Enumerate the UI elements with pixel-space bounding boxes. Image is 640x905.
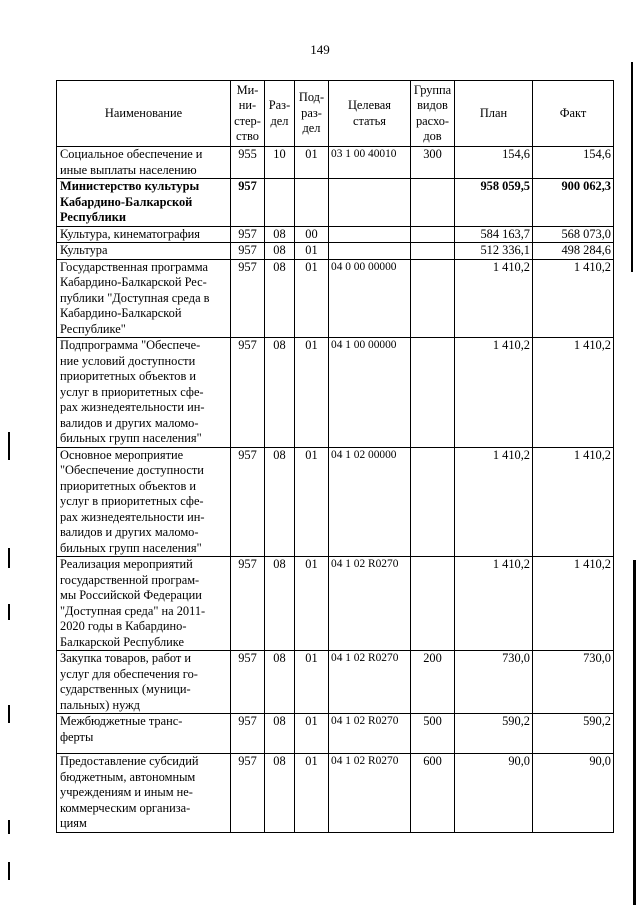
cell-subsection: 01	[295, 754, 329, 833]
cell-section: 08	[265, 557, 295, 651]
header-target: Целевая статья	[329, 81, 411, 147]
cell-plan: 1 410,2	[455, 447, 533, 557]
cell-name: Предоставление субсидий бюджетным, автономным учреждениям и иным не- коммерческим организа- циям	[57, 754, 231, 833]
cell-name: Межбюджетные транс- ферты	[57, 714, 231, 754]
cell-group	[411, 243, 455, 260]
header-name: Наименование	[57, 81, 231, 147]
cell-target	[329, 226, 411, 243]
cell-ministry: 957	[231, 243, 265, 260]
cell-fact: 90,0	[533, 754, 614, 833]
cell-section: 08	[265, 754, 295, 833]
scan-mark-left-6	[8, 862, 10, 880]
cell-plan: 590,2	[455, 714, 533, 754]
table-row	[57, 179, 614, 227]
cell-fact: 1 410,2	[533, 447, 614, 557]
cell-target: 04 1 02 R0270	[329, 557, 411, 651]
cell-name: Подпрограмма "Обеспече- ние условий доступности приоритетных объектов и услуг в приоритетных сфе- рах жизнедеятельности ин- валидов и других маломо- бильных групп населения"	[57, 338, 231, 448]
table-row	[57, 226, 614, 243]
cell-plan: 90,0	[455, 754, 533, 833]
cell-name: Реализация мероприятий государственной програм- мы Российской Федерации "Доступная среда" на 2011- 2020 годы в Кабардино- Балкарской Республике	[57, 557, 231, 651]
cell-group	[411, 179, 455, 227]
cell-target: 04 1 00 00000	[329, 338, 411, 448]
cell-subsection: 01	[295, 147, 329, 179]
table-row	[57, 557, 614, 651]
cell-fact: 154,6	[533, 147, 614, 179]
scan-mark-left-5	[8, 820, 10, 834]
cell-fact: 1 410,2	[533, 259, 614, 338]
cell-subsection	[295, 179, 329, 227]
cell-fact: 590,2	[533, 714, 614, 754]
cell-subsection: 01	[295, 259, 329, 338]
cell-target	[329, 243, 411, 260]
cell-plan: 1 410,2	[455, 338, 533, 448]
header-plan: План	[455, 81, 533, 147]
cell-name: Социальное обеспечение и иные выплаты населению	[57, 147, 231, 179]
scan-mark-left-1	[8, 432, 10, 460]
header-group: Группа видов расхо- дов	[411, 81, 455, 147]
cell-ministry: 957	[231, 557, 265, 651]
cell-group: 300	[411, 147, 455, 179]
cell-fact: 1 410,2	[533, 557, 614, 651]
header-ministry: Ми- ни- стер- ство	[231, 81, 265, 147]
cell-name: Культура, кинематография	[57, 226, 231, 243]
cell-section: 08	[265, 714, 295, 754]
scan-mark-left-2	[8, 548, 10, 568]
cell-plan: 584 163,7	[455, 226, 533, 243]
scan-mark-right-1	[631, 62, 633, 272]
scan-mark-left-3	[8, 604, 10, 620]
cell-target: 04 1 02 R0270	[329, 714, 411, 754]
cell-target: 04 1 02 R0270	[329, 651, 411, 714]
cell-subsection: 01	[295, 243, 329, 260]
cell-group: 500	[411, 714, 455, 754]
cell-target: 03 1 00 40010	[329, 147, 411, 179]
cell-subsection: 01	[295, 447, 329, 557]
cell-group	[411, 338, 455, 448]
cell-subsection: 01	[295, 557, 329, 651]
header-fact: Факт	[533, 81, 614, 147]
cell-target: 04 1 02 R0270	[329, 754, 411, 833]
cell-subsection: 01	[295, 714, 329, 754]
cell-ministry: 957	[231, 338, 265, 448]
header-section: Раз- дел	[265, 81, 295, 147]
cell-section: 08	[265, 447, 295, 557]
cell-subsection: 01	[295, 651, 329, 714]
cell-fact: 900 062,3	[533, 179, 614, 227]
cell-ministry: 957	[231, 754, 265, 833]
cell-section	[265, 179, 295, 227]
table-row	[57, 447, 614, 557]
cell-target	[329, 179, 411, 227]
cell-ministry: 957	[231, 226, 265, 243]
scan-mark-left-4	[8, 705, 10, 723]
cell-group	[411, 447, 455, 557]
cell-plan: 512 336,1	[455, 243, 533, 260]
cell-section: 08	[265, 338, 295, 448]
cell-group	[411, 259, 455, 338]
cell-name: Закупка товаров, работ и услуг для обеспечения го- сударственных (муници- пальных) нужд	[57, 651, 231, 714]
cell-fact: 1 410,2	[533, 338, 614, 448]
cell-ministry: 957	[231, 447, 265, 557]
header-subsection: Под- раз- дел	[295, 81, 329, 147]
cell-section: 08	[265, 651, 295, 714]
table-row	[57, 651, 614, 714]
cell-subsection: 01	[295, 338, 329, 448]
cell-name: Министерство культуры Кабардино-Балкарской Республики	[57, 179, 231, 227]
cell-name: Основное мероприятие "Обеспечение доступности приоритетных объектов и услуг в приоритетных сфе- рах жизнедеятельности ин- валидов и других маломо- бильных групп населения"	[57, 447, 231, 557]
table-row	[57, 147, 614, 179]
table-row	[57, 338, 614, 448]
cell-plan: 1 410,2	[455, 259, 533, 338]
cell-fact: 498 284,6	[533, 243, 614, 260]
cell-group	[411, 226, 455, 243]
table-row	[57, 714, 614, 754]
cell-plan: 958 059,5	[455, 179, 533, 227]
budget-table	[56, 80, 614, 833]
cell-section: 08	[265, 243, 295, 260]
cell-target: 04 1 02 00000	[329, 447, 411, 557]
cell-subsection: 00	[295, 226, 329, 243]
cell-plan: 1 410,2	[455, 557, 533, 651]
table-row	[57, 754, 614, 833]
cell-group: 600	[411, 754, 455, 833]
cell-ministry: 955	[231, 147, 265, 179]
table-header-row	[57, 81, 614, 147]
scan-mark-right-2	[633, 560, 636, 905]
cell-section: 08	[265, 259, 295, 338]
cell-ministry: 957	[231, 259, 265, 338]
cell-fact: 730,0	[533, 651, 614, 714]
cell-plan: 154,6	[455, 147, 533, 179]
cell-group: 200	[411, 651, 455, 714]
cell-ministry: 957	[231, 714, 265, 754]
table-row	[57, 259, 614, 338]
cell-plan: 730,0	[455, 651, 533, 714]
cell-section: 10	[265, 147, 295, 179]
cell-section: 08	[265, 226, 295, 243]
cell-name: Государственная программа Кабардино-Балкарской Рес- публики "Доступная среда в Кабардино-Балкарской Республике"	[57, 259, 231, 338]
cell-ministry: 957	[231, 651, 265, 714]
cell-group	[411, 557, 455, 651]
table-row	[57, 243, 614, 260]
cell-name: Культура	[57, 243, 231, 260]
cell-fact: 568 073,0	[533, 226, 614, 243]
cell-target: 04 0 00 00000	[329, 259, 411, 338]
page-number: 149	[310, 42, 330, 57]
cell-ministry: 957	[231, 179, 265, 227]
